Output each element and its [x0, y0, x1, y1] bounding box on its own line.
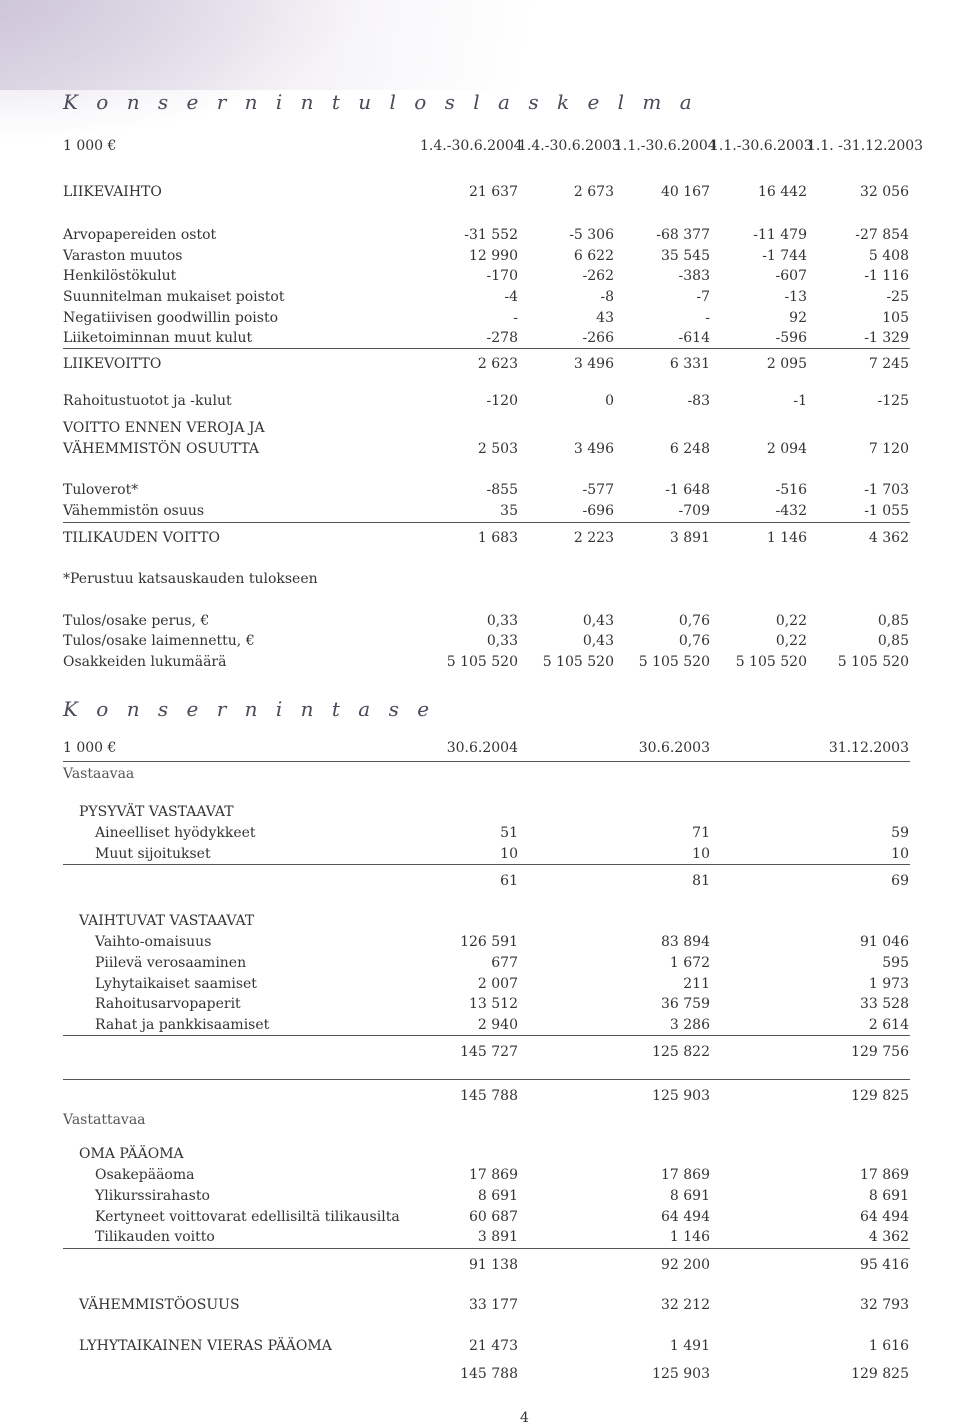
income-row-value: -4: [504, 289, 518, 305]
balance-row-value: 125 903: [652, 1366, 710, 1382]
balance-row-value: 10: [500, 846, 518, 862]
balance-row-value: 595: [882, 955, 909, 971]
income-row-value: 0,76: [678, 613, 710, 629]
income-row-value: 6 622: [573, 248, 614, 264]
balance-row-value: 17 869: [860, 1167, 909, 1183]
income-row-value: -262: [582, 268, 614, 284]
income-row-label: Tulos/osake laimennettu, €: [63, 633, 255, 649]
income-period-1: 1.4.-30.6.2004: [420, 138, 523, 154]
income-row-value: -31 552: [464, 227, 518, 243]
balance-row-value: 3 891: [477, 1229, 518, 1245]
income-row-value: -383: [678, 268, 710, 284]
income-row-value: 12 990: [469, 248, 518, 264]
income-statement-title: K o n s e r n i n t u l o s l a s k e l m a: [63, 90, 698, 114]
income-row-value: -: [513, 310, 518, 326]
income-period-2: 1.4.-30.6.2003: [518, 138, 621, 154]
income-row-label: LIIKEVAIHTO: [63, 184, 162, 200]
income-row-value: 7 120: [868, 441, 909, 457]
balance-row-value: 145 788: [460, 1366, 518, 1382]
income-row-value: 3 496: [573, 356, 614, 372]
income-row-value: -432: [775, 503, 807, 519]
balance-divider-3: [63, 1079, 910, 1080]
income-row-label: Negatiivisen goodwillin poisto: [63, 310, 278, 326]
balance-row-label: VÄHEMMISTÖOSUUS: [79, 1297, 240, 1313]
income-row-value: 6 248: [669, 441, 710, 457]
income-row-value: -607: [775, 268, 807, 284]
balance-row-label: Rahoitusarvopaperit: [95, 996, 241, 1012]
balance-row-value: 64 494: [661, 1209, 710, 1225]
balance-sheet-title: K o n s e r n i n t a s e: [63, 697, 436, 721]
balance-divider-1: [63, 864, 910, 865]
balance-row-value: 71: [692, 825, 710, 841]
balance-row-value: 2 614: [868, 1017, 909, 1033]
income-row-label: Arvopapereiden ostot: [63, 227, 217, 243]
income-row-label: Varaston muutos: [63, 248, 183, 264]
balance-row-label: Tilikauden voitto: [95, 1229, 215, 1245]
balance-row-value: 2 940: [477, 1017, 518, 1033]
balance-row-label: VAIHTUVAT VASTAAVAT: [79, 913, 255, 929]
balance-row-value: 8 691: [477, 1188, 518, 1204]
income-row-label: Henkilöstökulut: [63, 268, 177, 284]
balance-row-value: 21 473: [469, 1338, 518, 1354]
balance-row-value: 92 200: [661, 1257, 710, 1273]
income-row-value: 3 891: [669, 530, 710, 546]
income-row-value: -1 703: [864, 482, 909, 498]
income-row-value: 2 673: [573, 184, 614, 200]
income-row-value: -5 306: [569, 227, 614, 243]
income-row-value: -614: [678, 330, 710, 346]
balance-period-1: 30.6.2004: [446, 740, 518, 756]
balance-row-label: OMA PÄÄOMA: [79, 1146, 184, 1162]
balance-row-value: 3 286: [669, 1017, 710, 1033]
income-row-value: -7: [696, 289, 710, 305]
balance-row-value: 91 138: [469, 1257, 518, 1273]
income-row-value: 7 245: [868, 356, 909, 372]
balance-row-label: Lyhytaikaiset saamiset: [95, 976, 257, 992]
income-row-label: Tuloverot*: [63, 482, 139, 498]
income-row-value: 2 623: [477, 356, 518, 372]
balance-row-label: Piilevä verosaaminen: [95, 955, 247, 971]
income-row-value: -266: [582, 330, 614, 346]
income-row-value: 1 146: [766, 530, 807, 546]
balance-row-label: Rahat ja pankkisaamiset: [95, 1017, 270, 1033]
balance-row-value: 8 691: [669, 1188, 710, 1204]
income-row-value: 92: [789, 310, 807, 326]
balance-row-value: 4 362: [868, 1229, 909, 1245]
income-row-label: *Perustuu katsauskauden tulokseen: [63, 571, 318, 587]
balance-row-value: 1 973: [868, 976, 909, 992]
income-row-value: 3 496: [573, 441, 614, 457]
income-row-value: 2 095: [766, 356, 807, 372]
income-period-4: 1.1.-30.6.2003: [710, 138, 813, 154]
balance-row-value: 51: [500, 825, 518, 841]
balance-row-label: PYSYVÄT VASTAAVAT: [79, 804, 234, 820]
income-row-value: -1 329: [864, 330, 909, 346]
income-row-value: 0,33: [486, 633, 518, 649]
balance-row-value: 1 146: [669, 1229, 710, 1245]
income-row-value: 43: [596, 310, 614, 326]
income-row-value: -83: [687, 393, 710, 409]
income-row-value: -577: [582, 482, 614, 498]
income-row-value: -1 116: [864, 268, 909, 284]
balance-row-label: Kertyneet voittovarat edellisiltä tilikausilta: [95, 1209, 400, 1225]
balance-row-value: 1 616: [868, 1338, 909, 1354]
balance-row-value: 91 046: [860, 934, 909, 950]
balance-row-value: 10: [692, 846, 710, 862]
balance-divider-4: [63, 1248, 910, 1249]
income-row-value: 5 105 520: [837, 654, 909, 670]
income-row-value: 0: [605, 393, 614, 409]
income-row-value: -709: [678, 503, 710, 519]
income-row-value: -25: [886, 289, 909, 305]
income-row-value: -170: [486, 268, 518, 284]
income-row-value: -27 854: [855, 227, 909, 243]
balance-unit: 1 000 €: [63, 740, 117, 756]
balance-header-rule: [63, 761, 910, 762]
balance-row-label: LYHYTAIKAINEN VIERAS PÄÄOMA: [79, 1338, 332, 1354]
income-row-label: VÄHEMMISTÖN OSUUTTA: [63, 441, 259, 457]
balance-row-value: 1 491: [669, 1338, 710, 1354]
income-row-label: Tulos/osake perus, €: [63, 613, 210, 629]
income-row-value: 2 503: [477, 441, 518, 457]
income-row-value: 4 362: [868, 530, 909, 546]
income-row-value: 1 683: [477, 530, 518, 546]
balance-row-value: 60 687: [469, 1209, 518, 1225]
income-row-value: -120: [486, 393, 518, 409]
balance-row-value: 95 416: [860, 1257, 909, 1273]
balance-row-value: 145 788: [460, 1088, 518, 1104]
income-row-value: -1 648: [665, 482, 710, 498]
income-row-value: -68 377: [656, 227, 710, 243]
balance-row-value: 129 825: [851, 1366, 909, 1382]
income-row-label: Rahoitustuotot ja -kulut: [63, 393, 232, 409]
balance-row-value: 145 727: [460, 1044, 518, 1060]
balance-row-value: 8 691: [868, 1188, 909, 1204]
income-row-value: 16 442: [758, 184, 807, 200]
income-row-value: -596: [775, 330, 807, 346]
income-row-value: 21 637: [469, 184, 518, 200]
balance-row-value: 17 869: [661, 1167, 710, 1183]
income-row-value: 0,85: [877, 633, 909, 649]
balance-row-label: Osakepääoma: [95, 1167, 195, 1183]
income-row-value: 35 545: [661, 248, 710, 264]
income-row-label: LIIKEVOITTO: [63, 356, 162, 372]
income-row-label: Osakkeiden lukumäärä: [63, 654, 227, 670]
income-row-value: 0,22: [775, 633, 807, 649]
income-row-value: -1 744: [762, 248, 807, 264]
balance-row-value: 32 212: [661, 1297, 710, 1313]
income-row-label: VOITTO ENNEN VEROJA JA: [63, 420, 265, 436]
income-row-value: 105: [882, 310, 909, 326]
balance-row-value: 33 177: [469, 1297, 518, 1313]
balance-row-value: 125 903: [652, 1088, 710, 1104]
balance-row-value: 17 869: [469, 1167, 518, 1183]
balance-row-value: 129 756: [851, 1044, 909, 1060]
income-row-value: 0,43: [582, 613, 614, 629]
income-row-value: -278: [486, 330, 518, 346]
balance-row-label: Muut sijoitukset: [95, 846, 211, 862]
income-unit: 1 000 €: [63, 138, 117, 154]
income-row-value: -1 055: [864, 503, 909, 519]
income-row-value: -125: [877, 393, 909, 409]
income-row-value: 5 105 520: [735, 654, 807, 670]
income-divider-2: [63, 522, 910, 523]
income-row-value: 0,76: [678, 633, 710, 649]
income-row-value: 0,85: [877, 613, 909, 629]
balance-row-value: 2 007: [477, 976, 518, 992]
balance-row-label: Vaihto-omaisuus: [95, 934, 212, 950]
balance-row-value: 32 793: [860, 1297, 909, 1313]
balance-row-value: 61: [500, 873, 518, 889]
income-row-value: 0,43: [582, 633, 614, 649]
income-row-value: -1: [793, 393, 807, 409]
income-row-value: -855: [486, 482, 518, 498]
balance-row-label: Vastaavaa: [63, 766, 135, 782]
balance-row-value: 125 822: [652, 1044, 710, 1060]
income-row-value: -696: [582, 503, 614, 519]
income-row-value: 5 105 520: [638, 654, 710, 670]
income-row-value: -13: [784, 289, 807, 305]
balance-row-label: Aineelliset hyödykkeet: [95, 825, 256, 841]
income-row-label: Suunnitelman mukaiset poistot: [63, 289, 285, 305]
income-row-label: Vähemmistön osuus: [63, 503, 205, 519]
balance-row-value: 10: [891, 846, 909, 862]
income-row-value: 6 331: [669, 356, 710, 372]
income-row-value: 32 056: [860, 184, 909, 200]
income-row-value: 35: [500, 503, 518, 519]
balance-row-value: 677: [491, 955, 518, 971]
income-row-value: -516: [775, 482, 807, 498]
balance-row-value: 33 528: [860, 996, 909, 1012]
balance-row-value: 83 894: [661, 934, 710, 950]
balance-row-value: 81: [692, 873, 710, 889]
income-row-label: TILIKAUDEN VOITTO: [63, 530, 220, 546]
income-period-3: 1.1.-30.6.2004: [614, 138, 717, 154]
balance-row-value: 211: [683, 976, 710, 992]
income-row-label: Liiketoiminnan muut kulut: [63, 330, 253, 346]
balance-period-2: 30.6.2003: [638, 740, 710, 756]
balance-row-value: 1 672: [669, 955, 710, 971]
balance-row-value: 36 759: [661, 996, 710, 1012]
income-divider-1: [63, 348, 910, 349]
balance-row-value: 129 825: [851, 1088, 909, 1104]
income-row-value: 5 105 520: [446, 654, 518, 670]
income-row-value: -: [705, 310, 710, 326]
income-period-5: 1.1. -31.12.2003: [807, 138, 924, 154]
balance-row-label: Vastattavaa: [63, 1112, 146, 1128]
balance-row-value: 64 494: [860, 1209, 909, 1225]
income-row-value: 5 105 520: [542, 654, 614, 670]
income-row-value: -8: [600, 289, 614, 305]
balance-period-3: 31.12.2003: [828, 740, 909, 756]
income-row-value: 2 094: [766, 441, 807, 457]
balance-row-value: 13 512: [469, 996, 518, 1012]
income-row-value: 0,33: [486, 613, 518, 629]
income-row-value: 2 223: [573, 530, 614, 546]
page-number: 4: [520, 1410, 529, 1426]
income-row-value: 5 408: [868, 248, 909, 264]
balance-row-value: 69: [891, 873, 909, 889]
income-row-value: -11 479: [753, 227, 807, 243]
income-row-value: 40 167: [661, 184, 710, 200]
balance-row-value: 126 591: [460, 934, 518, 950]
balance-row-value: 59: [891, 825, 909, 841]
income-row-value: 0,22: [775, 613, 807, 629]
balance-divider-2: [63, 1035, 910, 1036]
balance-row-label: Ylikurssirahasto: [95, 1188, 210, 1204]
